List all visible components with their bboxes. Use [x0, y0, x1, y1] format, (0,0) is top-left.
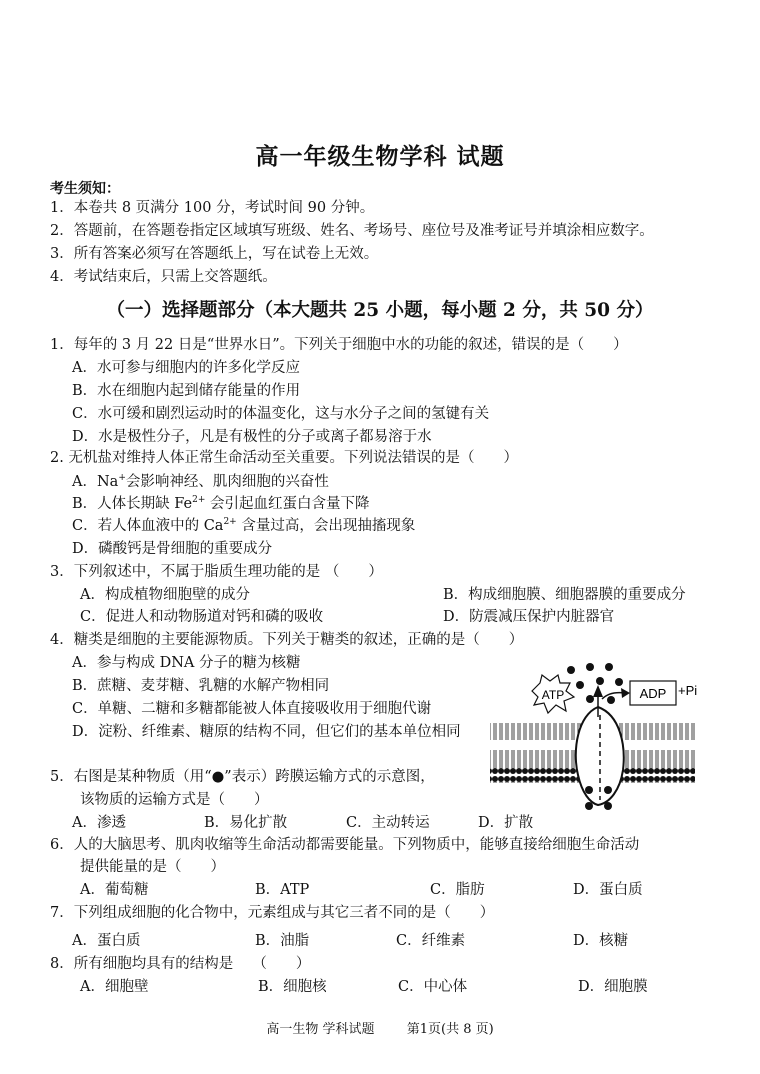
solute-dot [604, 786, 612, 794]
question-stem: 5．右图是某种物质（用“●”表示）跨膜运输方式的示意图， [50, 769, 435, 785]
section-title: （一）选择题部分（本大题共 25 小题，每小题 2 分，共 50 分） [106, 300, 654, 321]
option-a: A．细胞壁 [80, 979, 149, 995]
arrow-head-icon [593, 685, 603, 697]
option-b: B．蔗糖、麦芽糖、乳糖的水解产物相同 [72, 678, 330, 694]
option-c: C．水可缓和剧烈运动时的体温变化，这与水分子之间的氢键有关 [72, 406, 490, 422]
question-stem-cont: 提供能量的是（ ） [80, 859, 225, 875]
option-a: A．水可参与细胞内的许多化学反应 [72, 360, 300, 376]
option-a: A．葡萄糖 [80, 882, 149, 898]
footer-page-number: 第1页(共 8 页) [406, 1022, 494, 1037]
notice-heading: 考生须知： [50, 181, 120, 197]
question-stem-cont: 该物质的运输方式是（ ） [80, 792, 269, 808]
question-stem: 1．每年的 3 月 22 日是“世界水日”。下列关于细胞中水的功能的叙述，错误的是（ ） [50, 337, 628, 353]
question-stem: 8．所有细胞均具有的结构是 （ ） [50, 956, 311, 972]
option-a: A．渗透 [72, 815, 126, 831]
solute-dot [607, 696, 615, 704]
question-stem: 7．下列组成细胞的化合物中，元素组成与其它三者不同的是（ ） [50, 905, 495, 921]
option-b: B．油脂 [255, 933, 310, 949]
question-stem: 2. 无机盐对维持人体正常生命活动至关重要。下列说法错误的是（ ） [50, 450, 518, 466]
option-b: B．ATP [255, 882, 310, 898]
solute-dot [567, 666, 575, 674]
option-d: D．磷酸钙是骨细胞的重要成分 [72, 541, 273, 557]
option-c: C．纤维素 [396, 933, 466, 949]
question-stem: 3．下列叙述中，不属于脂质生理功能的是 （ ） [50, 564, 383, 580]
solute-dot [586, 663, 594, 671]
option-b: B．易化扩散 [204, 815, 288, 831]
option-b: B．人体长期缺 $Fe^{2+}$ 会引起血红蛋白含量下降 [72, 495, 370, 512]
notice-item: 4．考试结束后，只需上交答题纸。 [50, 269, 277, 285]
notice-item: 3．所有答案必须写在答题纸上，写在试卷上无效。 [50, 246, 379, 262]
option-c: C．中心体 [398, 979, 468, 995]
solute-dot [576, 681, 584, 689]
option-d: D．防震减压保护内脏器官 [443, 609, 615, 625]
option-d: D．水是极性分子，凡是有极性的分子或离子都易溶于水 [72, 429, 432, 445]
pi-label: +Pi [678, 683, 698, 698]
page-footer [0, 1018, 760, 1037]
option-c: C．若人体血液中的 $Ca^{2+}$ 含量过高，会出现抽搐现象 [72, 517, 416, 534]
page-title: 高一年级生物学科 试题 [255, 143, 505, 170]
atp-label: ATP [541, 688, 565, 702]
option-a: A．Na+会影响神经、肌肉细胞的兴奋性 [72, 473, 329, 490]
footer-subject: 高一生物 学科试题 [266, 1022, 375, 1037]
option-c: C．脂肪 [430, 882, 485, 898]
adp-label: ADP [639, 686, 667, 701]
option-a: A．蛋白质 [72, 933, 141, 949]
membrane-transport-diagram [480, 655, 705, 815]
option-c: C．主动转运 [346, 815, 430, 831]
solute-dot [615, 678, 623, 686]
question-stem: 6．人的大脑思考、肌肉收缩等生命活动都需要能量。下列物质中，能够直接给细胞生命活动 [50, 837, 640, 853]
option-b: B．水在细胞内起到储存能量的作用 [72, 383, 301, 399]
solute-dot [585, 802, 593, 810]
option-d: D．核糖 [573, 933, 629, 949]
notice-item: 1．本卷共 8 页满分 100 分，考试时间 90 分钟。 [50, 200, 375, 216]
option-b: B．细胞核 [258, 979, 327, 995]
arrow-head-icon [621, 688, 630, 698]
option-c: C．促进人和动物肠道对钙和磷的吸收 [80, 609, 324, 625]
solute-dot [596, 677, 604, 685]
option-d: D．蛋白质 [573, 882, 643, 898]
solute-dot [605, 663, 613, 671]
solute-dot [604, 802, 612, 810]
notice-item: 2．答题前，在答题卷指定区域填写班级、姓名、考场号、座位号及准考证号并填涂相应数字。 [50, 223, 654, 239]
solute-dot [586, 695, 594, 703]
option-d: D．淀粉、纤维素、糖原的结构不同，但它们的基本单位相同 [72, 724, 461, 740]
question-stem: 4．糖类是细胞的主要能源物质。下列关于糖类的叙述，正确的是（ ） [50, 632, 524, 648]
option-a: A．参与构成 DNA 分子的糖为核糖 [72, 655, 301, 671]
solute-dot [585, 786, 593, 794]
option-d: D．扩散 [478, 815, 534, 831]
option-d: D．细胞膜 [578, 979, 648, 995]
option-b: B．构成细胞膜、细胞器膜的重要成分 [443, 587, 686, 603]
option-a: A．构成植物细胞壁的成分 [80, 587, 250, 603]
option-c: C．单糖、二糖和多糖都能被人体直接吸收用于细胞代谢 [72, 701, 432, 717]
